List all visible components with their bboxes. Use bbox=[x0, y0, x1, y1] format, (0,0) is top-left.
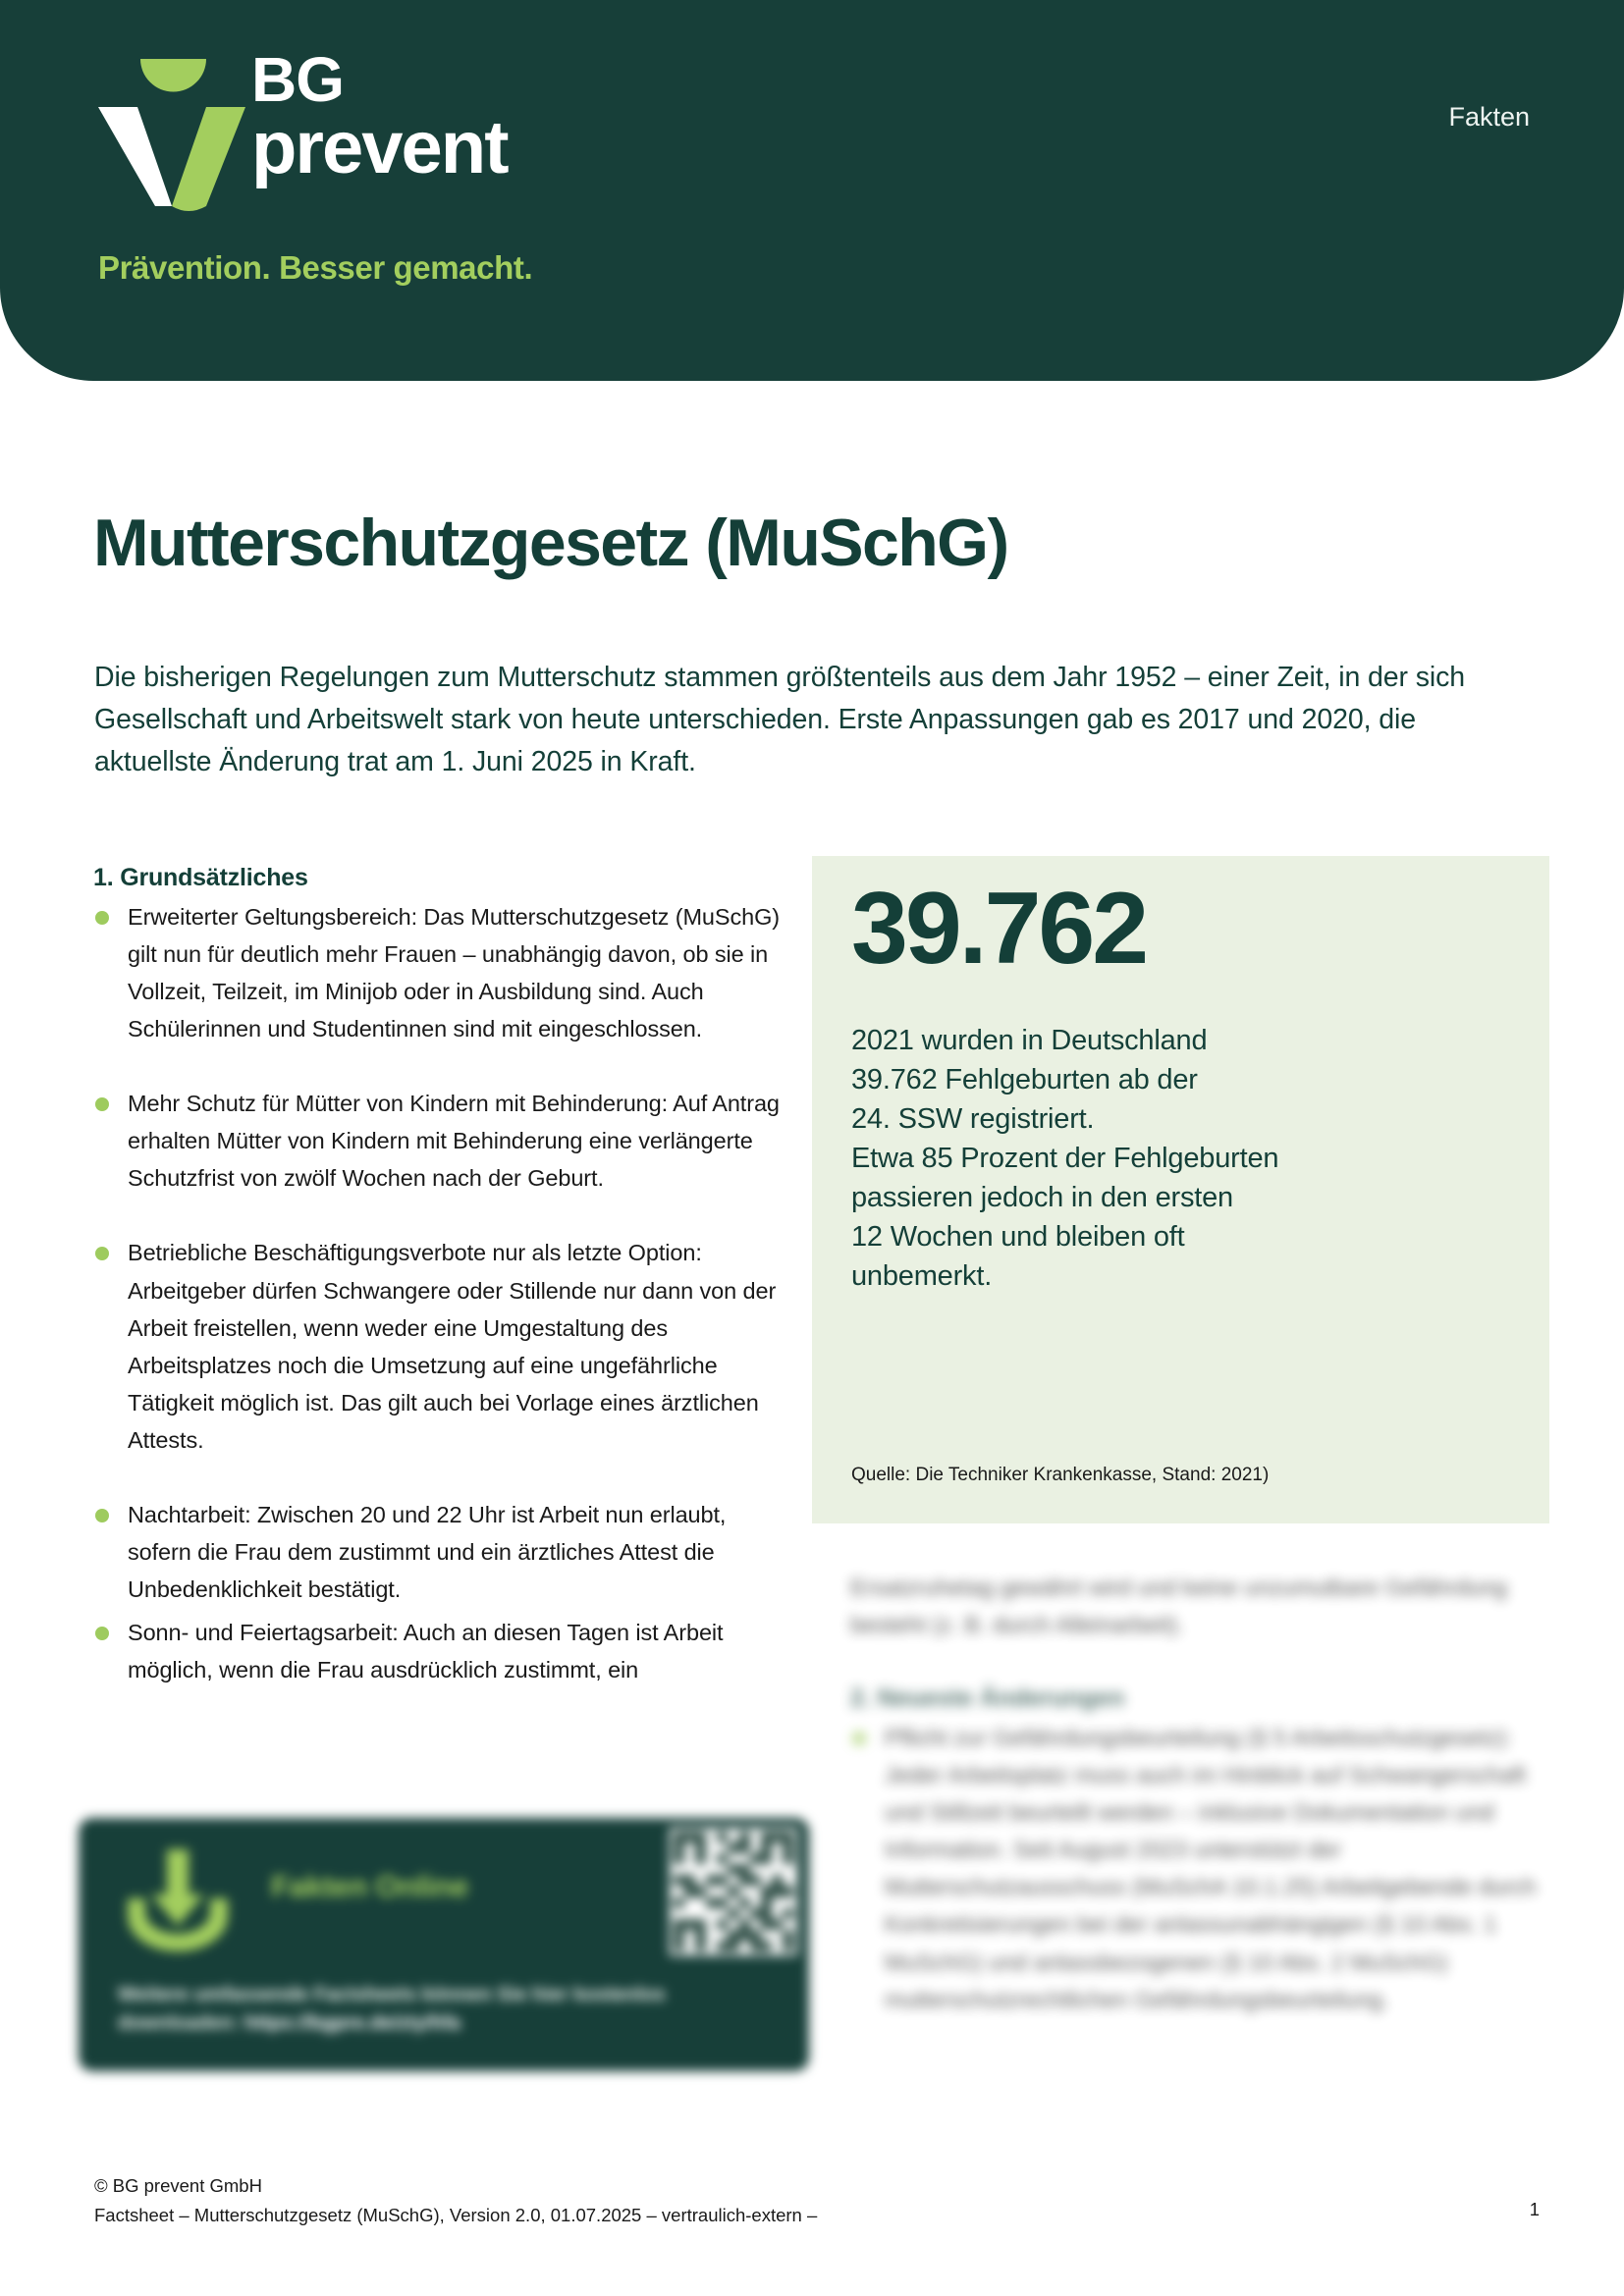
intro-paragraph: Die bisherigen Regelungen zum Mutterschutz stammen größtenteils aus dem Jahr 1952 – einer Zeit, in der sich Gesellschaft und Arbeitswelt stark von heute unterschieden. Erste Anpassungen gab es 2017 und 2020, die aktuellste Änderung trat am 1. Juni 2025 in Kraft. bbox=[94, 661, 1466, 778]
qr-code[interactable] bbox=[670, 1828, 797, 1955]
brand-name-prevent: prevent bbox=[251, 105, 508, 189]
carryover-paragraph: Ersatzruhetag gewährt wird und keine unzumutbare Gefährdung besteht (z. B. durch Alleinarbeit). bbox=[850, 1575, 1507, 1638]
page-footer bbox=[94, 2171, 1538, 2229]
section-heading-neueste-aenderungen: 2. Neueste Änderungen bbox=[850, 1684, 1125, 1713]
statistic-line-1: 2021 wurden in Deutschland bbox=[851, 1025, 1208, 1056]
bullet-list-grundsaetzliches bbox=[93, 898, 781, 1688]
statistic-line-7: unbemerkt. bbox=[851, 1260, 993, 1293]
list-item: Erweiterter Geltungsbereich: Das Mutterschutzgesetz (MuSchG) gilt nun für deutlich mehr Frauen – unabhängig davon, ob sie in Vollzeit, Teilzeit, im Minijob oder in Ausbildung sind. Auch Schülerinnen und Studentinnen sind mit eingeschlossen. bbox=[93, 898, 781, 1047]
download-card-body-text: Weitere umfassende Factsheets können Sie hier kostenlos downloaden: bbox=[118, 1984, 666, 2034]
footer-document-info: Factsheet – Mutterschutzgesetz (MuSchG), Version 2.0, 01.07.2025 – vertraulich-extern – bbox=[94, 2204, 818, 2225]
brand-logo bbox=[98, 44, 648, 228]
statistic-line-4: Etwa 85 Prozent der Fehlgeburten bbox=[851, 1143, 1279, 1175]
statistic-description bbox=[851, 1021, 1519, 1296]
page-title: Mutterschutzgesetz (MuSchG) bbox=[93, 505, 1008, 580]
right-content-column-blurred bbox=[850, 1569, 1538, 2018]
statistic-line-5: passieren jedoch in den ersten bbox=[851, 1182, 1233, 1214]
download-promo-card[interactable] bbox=[79, 1818, 809, 2071]
page-number: 1 bbox=[1529, 2199, 1540, 2219]
footer-copyright: © BG prevent GmbH bbox=[94, 2175, 262, 2196]
download-card-body bbox=[118, 1981, 727, 2038]
download-icon bbox=[120, 1843, 236, 1951]
statistic-line-6: 12 Wochen und bleiben oft bbox=[851, 1221, 1185, 1254]
statistic-line-2: 39.762 Fehlgeburten ab der bbox=[851, 1064, 1198, 1096]
download-card-title: Fakten Online bbox=[271, 1869, 469, 1903]
page-header-band bbox=[0, 0, 1624, 381]
list-item: Mehr Schutz für Mütter von Kindern mit Behinderung: Auf Antrag erhalten Mütter von Kindern mit Behinderung eine verlängerte Schutzfrist von zwölf Wochen nach der Geburt. bbox=[93, 1085, 781, 1197]
list-item: Betriebliche Beschäftigungsverbote nur als letzte Option: Arbeitgeber dürfen Schwangere oder Stillende nur dann von der Arbeit freistellen, wenn weder eine Umgestaltung des Arbeitsplatzes noch die Umsetzung auf eine ungefährliche Tätigkeit möglich ist. Das gilt auch bei Vorlage eines ärztlichen Attests. bbox=[93, 1234, 781, 1458]
document-type-label: Fakten bbox=[1448, 102, 1530, 132]
list-item: Pflicht zur Gefährdungsbeurteilung (§ 5 Arbeitsschutzgesetz): Jeder Arbeitsplatz muss auch im Hinblick auf Schwangerschaft und Stillzeit beurteilt werden – inklusive Dokumentation und Information. Seit August 2023 unterstützt der Mutterschutzausschuss (MuSchA 10.1.25) Arbeitgebende durch Konkretisierungen bei der anlassunabhängigen (§ 10 Abs. 1 MuSchG) und anlassbezogenen (§ 10 Abs. 2 MuSchG) mutterschutzrechtlichen Gefährdungsbeurteilung. bbox=[850, 1719, 1538, 2018]
statistic-line-3: 24. SSW registriert. bbox=[851, 1103, 1095, 1136]
statistic-big-number: 39.762 bbox=[851, 872, 1147, 986]
brand-name-bg: BG bbox=[251, 44, 344, 115]
section-heading-grundsaetzliches: 1. Grundsätzliches bbox=[93, 864, 308, 891]
brand-wordmark bbox=[251, 44, 664, 189]
bullet-list-neueste-aenderungen bbox=[850, 1719, 1538, 2018]
statistic-source: Quelle: Die Techniker Krankenkasse, Stand: 2021) bbox=[851, 1465, 1270, 1485]
left-content-column bbox=[93, 864, 781, 1694]
list-item: Sonn- und Feiertagsarbeit: Auch an diesen Tagen ist Arbeit möglich, wenn die Frau ausdrücklich zustimmt, ein bbox=[93, 1614, 781, 1688]
bg-prevent-v-logo-icon bbox=[98, 51, 245, 213]
statistic-callout-box bbox=[812, 856, 1549, 1523]
download-card-link[interactable]: https://bgpre.de/zty/hfa bbox=[244, 2012, 460, 2034]
qr-code-pattern bbox=[674, 1832, 793, 1951]
brand-tagline: Prävention. Besser gemacht. bbox=[98, 249, 533, 286]
list-item: Nachtarbeit: Zwischen 20 und 22 Uhr ist Arbeit nun erlaubt, sofern die Frau dem zustimmt und ein ärztliches Attest die Unbedenklichkeit bestätigt. bbox=[93, 1496, 781, 1608]
